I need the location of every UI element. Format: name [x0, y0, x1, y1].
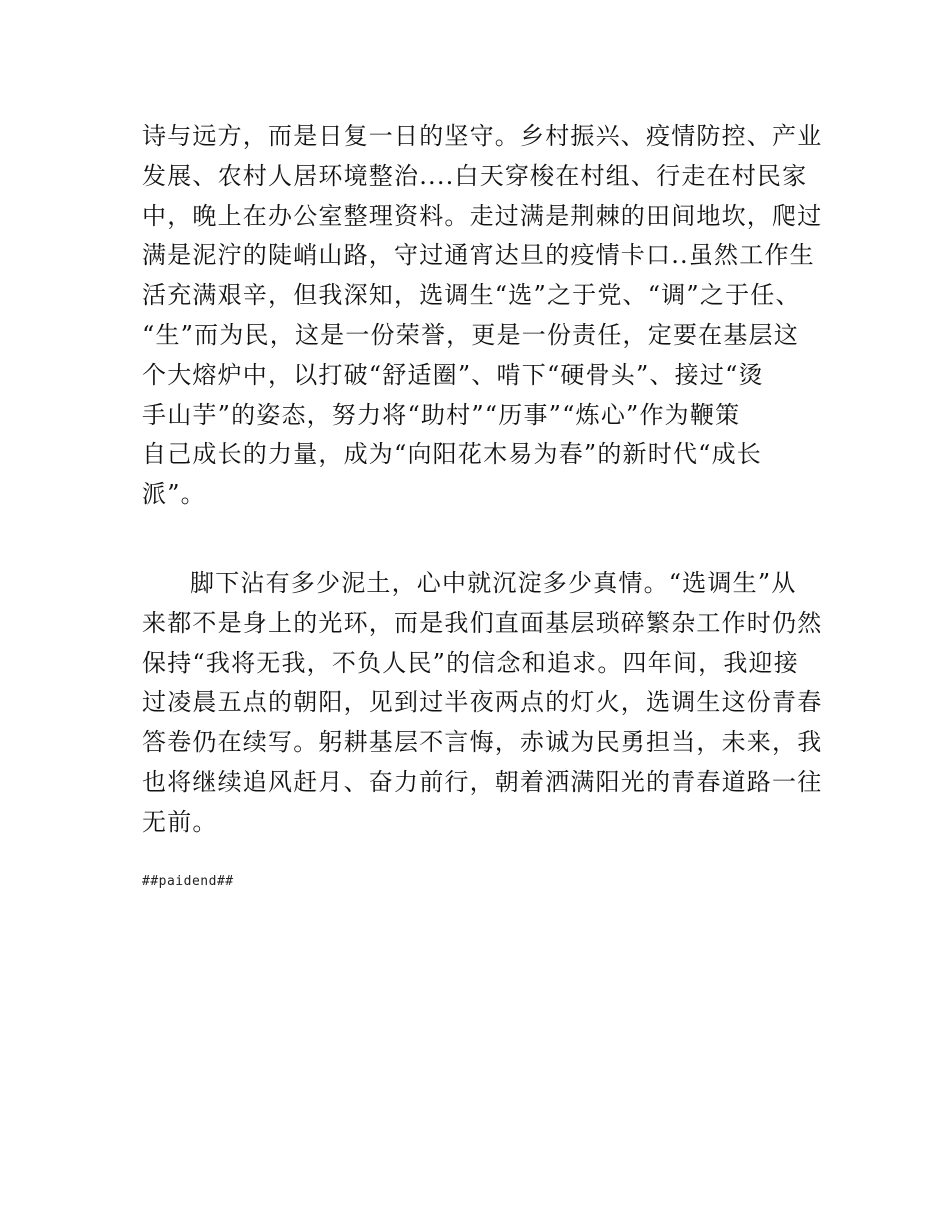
paragraph-line: 中，晚上在办公室整理资料。走过满是荆棘的田间地坎，爬过	[142, 201, 823, 230]
paragraph-line: 来都不是身上的光环，而是我们直面基层琐碎繁杂工作时仍然	[142, 608, 823, 637]
paragraph-line: 也将继续追风赶月、奋力前行，朝着洒满阳光的青春道路一往	[142, 767, 823, 796]
paragraph-2	[142, 564, 823, 843]
paragraph-line: 诗与远方，而是日复一日的坚守。乡村振兴、疫情防控、产业	[142, 122, 823, 150]
paragraph-line: 满是泥泞的陡峭山路，守过通宵达旦的疫情卡口..虽然工作生	[142, 241, 815, 270]
paragraph-line: 自己成长的力量，成为“向阳花木易为春”的新时代“成长	[142, 440, 763, 469]
paragraph-line: 发展、农村人居环境整治....白天穿梭在村组、行走在村民家	[142, 161, 808, 190]
paragraph-line: 保持“我将无我，不负人民”的信念和追求。四年间，我迎接	[142, 648, 799, 677]
paragraph-line: 派”。	[142, 480, 206, 509]
paragraph-line: 活充满艰辛，但我深知，选调生“选”之于党、“调”之于任、	[142, 281, 801, 310]
paragraph-line: 手山芋”的姿态，努力将“助村”“历事”“炼心”作为鞭策	[142, 400, 741, 429]
paragraph-line: 过凌晨五点的朝阳，见到过半夜两点的灯火，选调生这份青春	[142, 688, 823, 717]
paragraph-line: 个大熔炉中，以打破“舒适圈”、啃下“硬骨头”、接过“烫	[142, 360, 764, 389]
paragraph-line: 无前。	[142, 807, 218, 836]
paragraph-line: 脚下沾有多少泥土，心中就沉淀多少真情。“选调生”从	[190, 569, 797, 597]
paragraph-line: 答卷仍在续写。躬耕基层不言悔，赤诚为民勇担当，未来，我	[142, 728, 823, 757]
end-marker: ##paidend##	[142, 874, 234, 889]
paragraph-1	[142, 117, 823, 515]
paragraph-line: “生”而为民，这是一份荣誉，更是一份责任，定要在基层这	[142, 320, 799, 349]
